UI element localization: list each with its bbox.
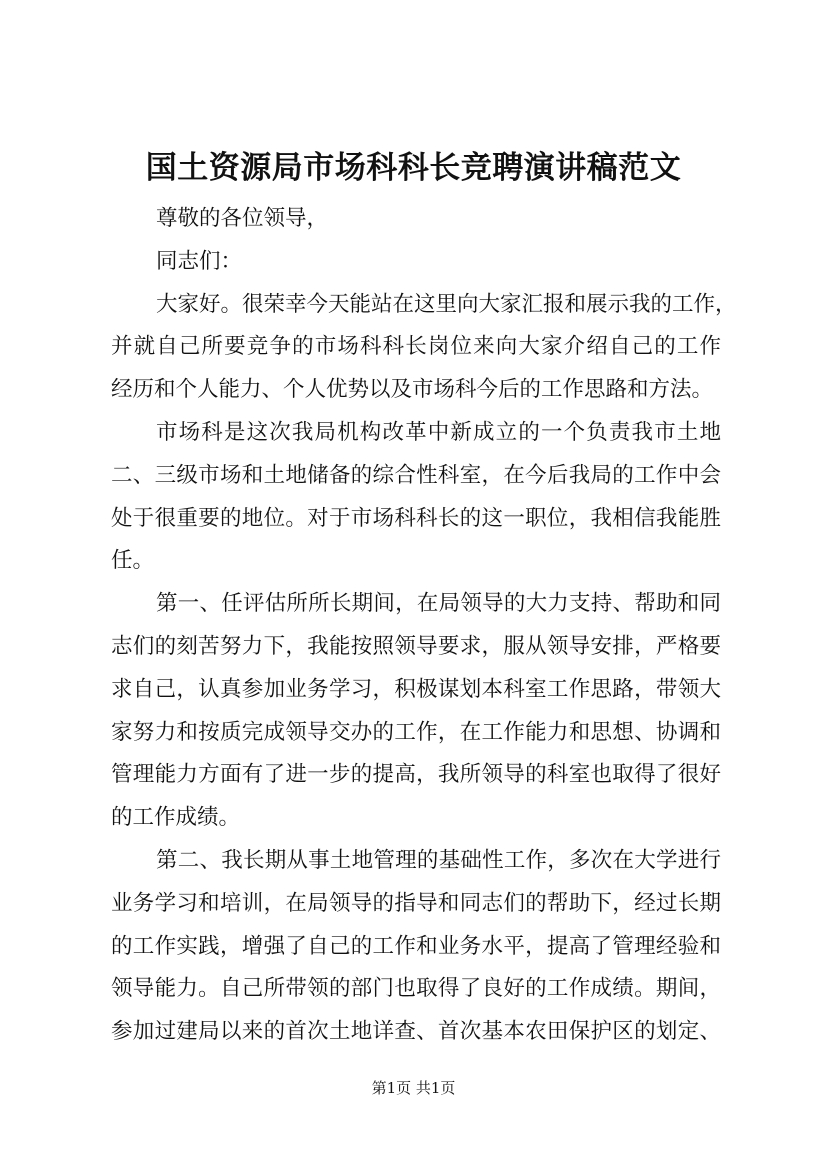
paragraph-line: 处于很重要的地位。对于市场科科长的这一职位，我相信我能胜 bbox=[111, 505, 721, 531]
salutation-line: 同志们： bbox=[156, 248, 243, 274]
paragraph-line: 管理能力方面有了进一步的提高，我所领导的科室也取得了很好 bbox=[111, 762, 721, 788]
paragraph-line: 业务学习和培训，在局领导的指导和同志们的帮助下，经过长期 bbox=[111, 890, 721, 916]
document-title: 国土资源局市场科科长竞聘演讲稿范文 bbox=[145, 150, 682, 186]
paragraph-line: 志们的刻苦努力下，我能按照领导要求，服从领导安排，严格要 bbox=[111, 633, 721, 659]
paragraph-line: 求自己，认真参加业务学习，积极谋划本科室工作思路，带领大 bbox=[111, 676, 721, 702]
paragraph-line: 并就自己所要竞争的市场科科长岗位来向大家介绍自己的工作 bbox=[111, 334, 721, 360]
salutation-line: 尊敬的各位领导， bbox=[156, 206, 329, 231]
paragraph-line: 第一、任评估所所长期间，在局领导的大力支持、帮助和同 bbox=[156, 591, 721, 617]
paragraph-line: 领导能力。自己所带领的部门也取得了良好的工作成绩。期间， bbox=[111, 976, 721, 1002]
paragraph-line: 参加过建局以来的首次土地详查、首次基本农田保护区的划定、 bbox=[111, 1019, 721, 1045]
paragraph-line: 家努力和按质完成领导交办的工作，在工作能力和思想、协调和 bbox=[111, 719, 721, 745]
paragraph-line: 的工作成绩。 bbox=[111, 805, 241, 831]
paragraph-line: 二、三级市场和土地储备的综合性科室，在今后我局的工作中会 bbox=[111, 462, 721, 488]
paragraph-line: 的工作实践，增强了自己的工作和业务水平，提高了管理经验和 bbox=[111, 933, 721, 959]
document-body bbox=[111, 198, 737, 1054]
page-number: 第1页 共1页 bbox=[371, 1079, 456, 1097]
paragraph-line: 经历和个人能力、个人优势以及市场科今后的工作思路和方法。 bbox=[111, 377, 714, 403]
paragraph-line: 大家好。很荣幸今天能站在这里向大家汇报和展示我的工作， bbox=[156, 291, 737, 317]
paragraph-line: 第二、我长期从事土地管理的基础性工作，多次在大学进行 bbox=[156, 847, 721, 873]
paragraph-line: 市场科是这次我局机构改革中新成立的一个负责我市土地 bbox=[156, 419, 721, 445]
paragraph-line: 任。 bbox=[111, 548, 155, 574]
